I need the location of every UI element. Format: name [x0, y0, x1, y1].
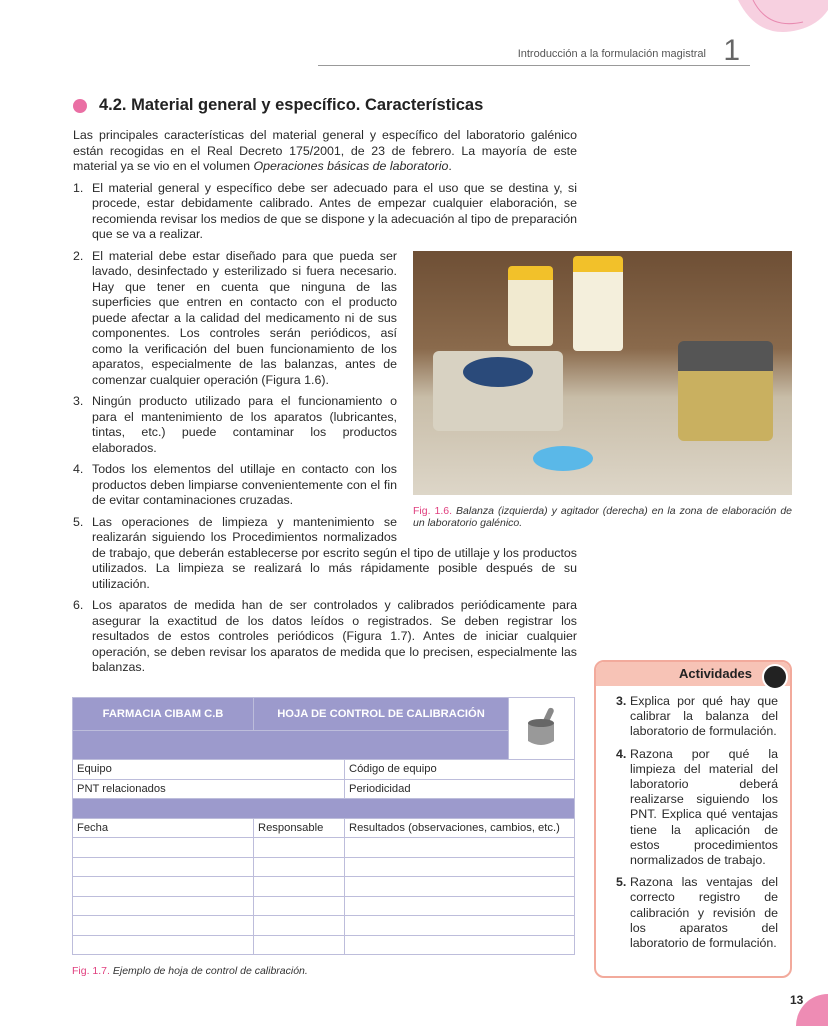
activities-title: Actividades — [596, 662, 790, 686]
item-text: El material debe estar diseñado para que pueda ser lavado, desinfectado y esterilizado si fuera necesario. Hay que tener en cuenta que ninguna de las superficies que entren en contacto con el producto puede afectar a la calidad del medicamento ni de sus componentes. Los controles serán periódicos, así como la verificación del buen funcionamiento de los aparatos, especialmente de las balanzas, antes de comenzar cualquier operación (Figura 1.6). — [92, 248, 397, 387]
form-header-band — [73, 731, 509, 760]
column-header: Fecha — [73, 818, 254, 838]
section-title: 4.2. Material general y específico. Características — [99, 96, 484, 114]
column-header: Resultados (observaciones, cambios, etc.) — [345, 818, 575, 838]
pnt-field[interactable]: PNT relacionados — [73, 779, 345, 799]
item-text: Todos los elementos del utillaje en contacto con los productos deben limpiarse convenientemente con el fin de evitar contaminaciones cruzadas. — [92, 462, 397, 507]
table-row — [73, 877, 575, 897]
intro-end: . — [448, 159, 452, 173]
cell[interactable] — [345, 935, 575, 955]
form-title: HOJA DE CONTROL DE CALIBRACIÓN — [254, 698, 509, 731]
cell[interactable] — [254, 916, 345, 936]
column-header: Responsable — [254, 818, 345, 838]
jar-image — [573, 256, 623, 351]
codigo-field[interactable]: Código de equipo — [345, 760, 575, 780]
pencil-icon — [762, 664, 788, 690]
stirrer-image — [678, 341, 773, 441]
cell[interactable] — [345, 916, 575, 936]
cell[interactable] — [254, 857, 345, 877]
list-item — [73, 462, 577, 509]
list-item — [73, 181, 577, 243]
list-item — [73, 394, 577, 456]
activity-text: Razona por qué la limpieza del material del laboratorio deberá realizarse siguiendo los PNT. Explica qué ventajas tiene la aplicación de estos procedimientos normalizados de trabajo. — [630, 746, 778, 868]
activity-number: 4. — [616, 746, 627, 761]
periodicidad-field[interactable]: Periodicidad — [345, 779, 575, 799]
activities-box — [594, 660, 792, 978]
cell[interactable] — [345, 838, 575, 858]
lab-photo — [413, 251, 792, 495]
cell[interactable] — [73, 857, 254, 877]
list-item — [73, 598, 577, 676]
cell[interactable] — [345, 857, 575, 877]
item-number: 6. — [73, 598, 84, 612]
mortar-icon — [509, 698, 575, 760]
table-row — [73, 838, 575, 858]
activity-number: 5. — [616, 875, 627, 890]
item-text: Los aparatos de medida han de ser controlados y calibrados periódicamente para asegurar la exactitud de los datos leídos o registrados. Se deben registrar los resultados de estos controles periódicos (Figura 1.7). Antes de iniciar cualquier operación, se deben revisar los aparatos de medida que lo precisen, especialmente las balanzas. — [92, 598, 577, 674]
cell[interactable] — [73, 877, 254, 897]
activity-text: Explica por qué hay que calibrar la balanza del laboratorio de formulación. — [630, 694, 778, 739]
item-number: 4. — [73, 462, 84, 476]
cell[interactable] — [345, 896, 575, 916]
cell[interactable] — [254, 935, 345, 955]
page-number: 13 — [790, 993, 804, 1007]
table-row — [73, 916, 575, 936]
calibration-form — [72, 697, 575, 955]
cell[interactable] — [345, 877, 575, 897]
item-number: 2. — [73, 248, 84, 263]
bullet-icon — [73, 99, 87, 113]
item-number: 3. — [73, 394, 84, 408]
item-number: 5. — [73, 514, 84, 529]
cell[interactable] — [73, 916, 254, 936]
cell[interactable] — [254, 838, 345, 858]
activity-text: Razona las ventajas del correcto registro de calibración y revisión de los aparatos del laboratorio de formulación. — [630, 875, 778, 951]
intro-text: Las principales características del material general y específico del laboratorio galénico están recogidas en el Real Decreto 175/2001, de 23 de febrero. La mayoría de este material ya se vio en el volumen — [73, 128, 577, 173]
caption-text: Ejemplo de hoja de control de calibración. — [112, 965, 308, 977]
running-title: Introducción a la formulación magistral — [517, 48, 706, 60]
running-header — [318, 34, 750, 67]
table-row — [73, 857, 575, 877]
item-text: Las operaciones de limpieza y mantenimiento se realizarán siguiendo los Procedimientos normalizados de trabajo, que deberán establecerse por escrito según el tipo de utillaje y los productos utilizados. La limpieza se realizará lo más rápidamente posible después de su utilización. — [92, 514, 577, 591]
item-text: Ningún producto utilizado para el funcionamiento o para el mantenimiento de los aparatos (lubricantes, tintas, etc.) puede contaminar los productos elaborados. — [92, 394, 397, 455]
form-band — [73, 799, 575, 819]
figure-label: Fig. 1.6. — [413, 504, 453, 517]
cell[interactable] — [254, 896, 345, 916]
activity-item — [616, 875, 778, 951]
figure-label: Fig. 1.7. — [72, 965, 110, 977]
cell[interactable] — [254, 877, 345, 897]
activity-item — [616, 694, 778, 740]
form-org: FARMACIA CIBAM C.B — [73, 698, 254, 731]
table-row — [73, 896, 575, 916]
chapter-number: 1 — [723, 34, 740, 67]
item-text: El material general y específico debe ser adecuado para el uso que se destina y, si procede, estar debidamente calibrado. Antes de empezar cualquier elaboración, se recomienda revisar los medios de que se dispone y la adecuación al tipo de preparación que se va a realizar. — [92, 180, 577, 241]
item-number: 1. — [73, 180, 84, 195]
list-item — [73, 515, 577, 593]
intro-italic: Operaciones básicas de laboratorio — [253, 159, 449, 173]
activity-number: 3. — [616, 694, 627, 708]
activity-item — [616, 747, 778, 869]
intro-paragraph — [73, 128, 577, 175]
equipo-field[interactable]: Equipo — [73, 760, 345, 780]
cell[interactable] — [73, 935, 254, 955]
figure-caption — [72, 965, 308, 977]
activities-list — [596, 686, 790, 951]
cell[interactable] — [73, 838, 254, 858]
table-row — [73, 935, 575, 955]
cell[interactable] — [73, 896, 254, 916]
caption-text: Balanza (izquierda) y agitador (derecha) en la zona de elaboración de un laboratorio galénico. — [413, 504, 793, 529]
jar-image — [508, 266, 553, 346]
section-heading — [73, 96, 483, 115]
